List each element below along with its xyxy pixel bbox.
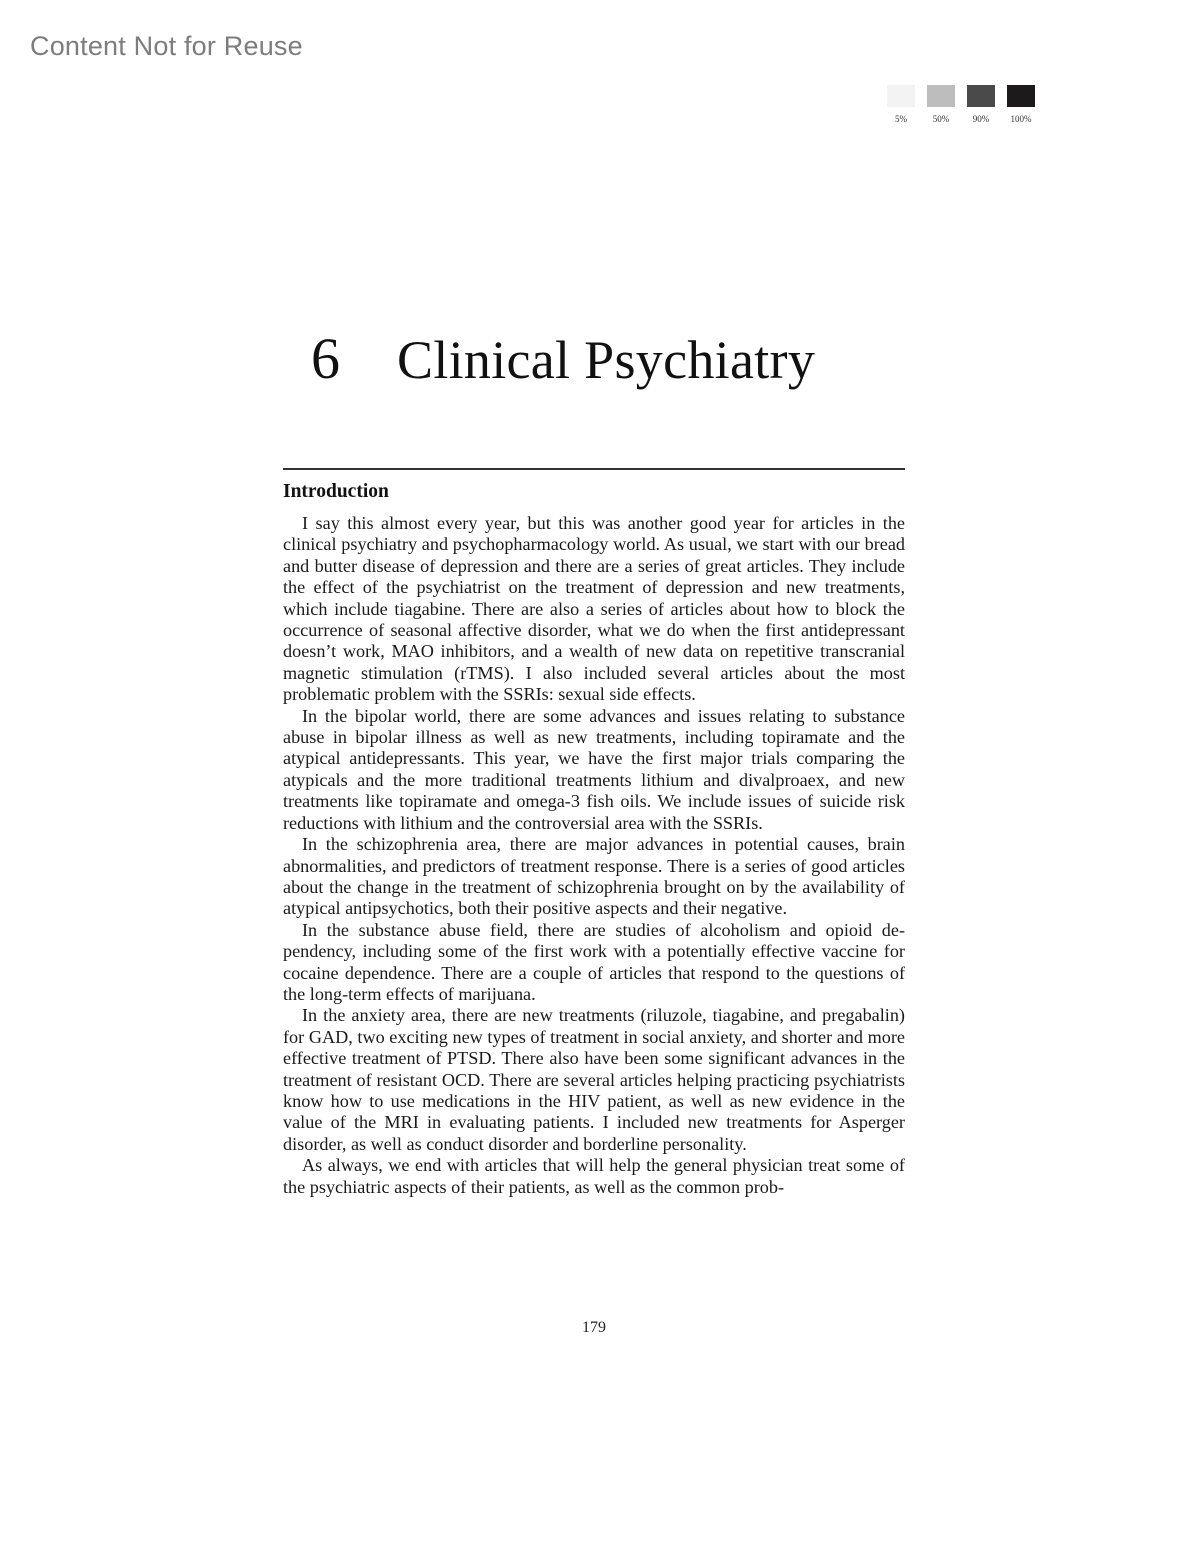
section-title: Introduction xyxy=(283,481,389,502)
swatch-100-box xyxy=(1007,85,1035,107)
paragraph: In the schizophrenia area, there are major advances in potential causes, brain abnormalities, and predictors of treatment response. There is a series of good articles about the change in the treatment of schizophrenia brought on by the availability of atypical antipsychotics, both their positive aspects and their negative. xyxy=(283,834,905,919)
swatch-100-label: 100% xyxy=(1010,114,1032,124)
chapter-title: Clinical Psychiatry xyxy=(397,330,816,390)
chapter-number: 6 xyxy=(311,326,340,391)
swatch-90-label: 90% xyxy=(972,114,990,124)
swatch-5-box xyxy=(887,85,915,107)
page-number: 179 xyxy=(582,1319,606,1336)
chapter-heading xyxy=(311,325,815,392)
paragraph: In the anxiety area, there are new treatments (riluzole, tiagabine, and pregabalin) for GAD, two exciting new types of treatment in social anxiety, and shorter and more effective treatment of PTSD. There also have been some significant advances in the treatment of resistant OCD. There are several articles helping practicing psychiatrists know how to use medications in the HIV patient, as well as new evidence in the value of the MRI in evaluating patients. I included new treatments for Asperger disorder, as well as conduct disorder and borderline personality. xyxy=(283,1005,905,1154)
watermark: Content Not for Reuse xyxy=(30,31,303,61)
swatch-90-box xyxy=(967,85,995,107)
swatch-50-label: 50% xyxy=(932,114,950,124)
paragraph: I say this almost every year, but this was another good year for articles in the clinical psychiatry and psychopharmacology world. As usual, we start with our bread and butter disease of depression and there are a series of great articles. They include the effect of the psychiatrist on the treatment of depression and new treatments, which include tiagabine. There are also a series of articles about how to block the occurrence of seasonal affective disorder, what we do when the first antidepressant doesn’t work, MAO inhibitors, and a wealth of new data on repetitive transcranial magnetic stimulation (rTMS). I also included several articles about the most problematic problem with the SSRIs: sexual side effects. xyxy=(283,513,905,705)
paragraph: As always, we end with articles that will help the general physician treat some of the psychiatric aspects of their patients, as well as the common prob- xyxy=(283,1155,905,1197)
paragraph: In the bipolar world, there are some advances and issues relating to substance abuse in bipolar illness as well as new treatments, including topiramate and the atypical antidepressants. This year, we have the first major trials comparing the atypicals and the more traditional treatments lithium and divalproaex, and new treatments like topiramate and omega-3 fish oils. We include issues of suicide risk reductions with lithium and the controversial area with the SSRIs. xyxy=(283,705,905,833)
swatch-50-box xyxy=(927,85,955,107)
swatch-90 xyxy=(966,85,996,124)
body-text xyxy=(283,513,905,1198)
swatch-5-label: 5% xyxy=(895,114,907,124)
swatch-50 xyxy=(926,85,956,124)
swatch-100 xyxy=(1006,85,1036,124)
section-divider xyxy=(283,468,905,470)
swatch-5 xyxy=(886,85,916,124)
color-calibration-bar xyxy=(886,85,1036,124)
paragraph: In the substance abuse field, there are studies of alcoholism and opioid dependency, including some of the first work with a potentially effective vaccine for cocaine dependence. There are a couple of articles that respond to the questions of the long-term effects of marijuana. xyxy=(283,919,905,1004)
